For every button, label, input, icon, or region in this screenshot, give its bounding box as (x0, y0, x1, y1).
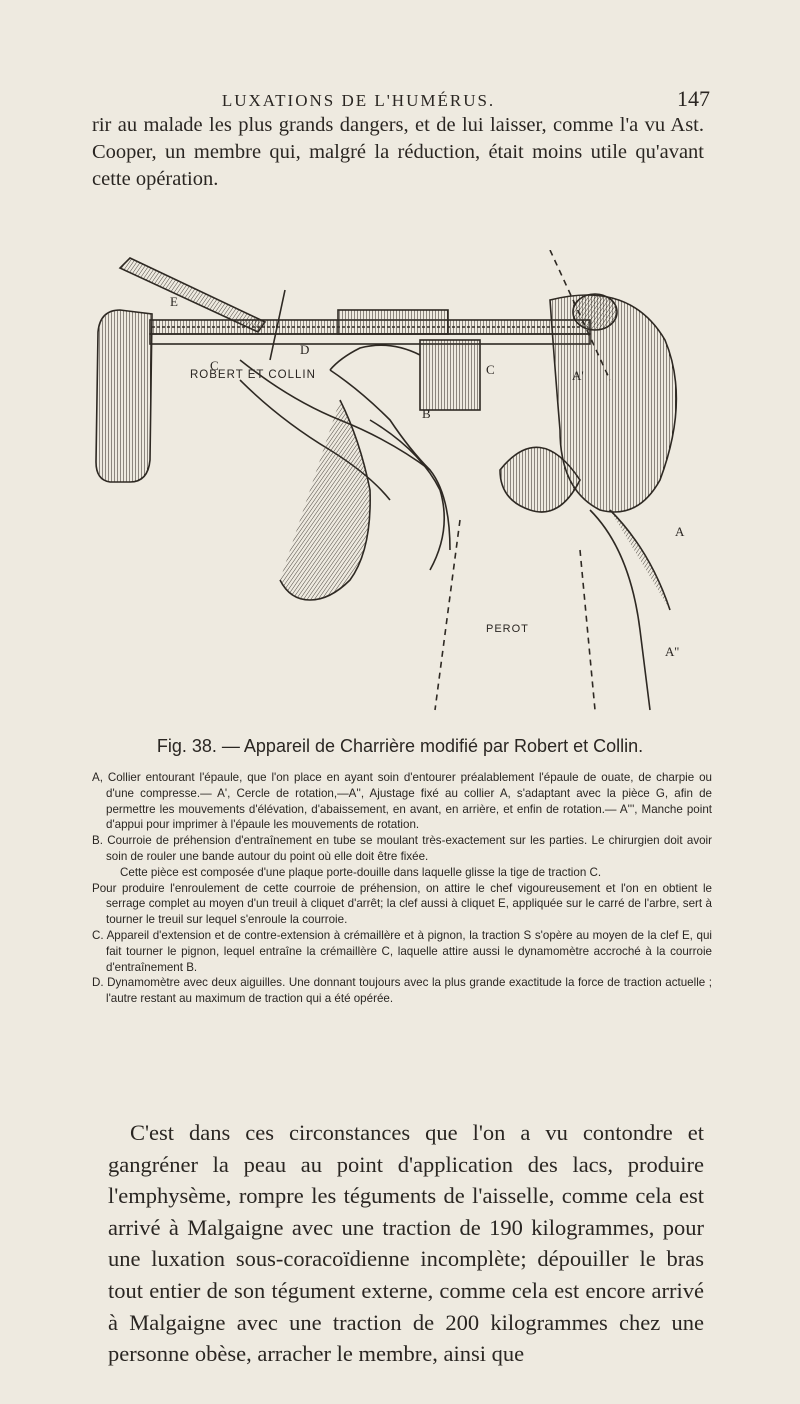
paragraph-bottom: C'est dans ces circonstances que l'on a vu contondre et gangréner la peau au point d'application des lacs, produire l'emphysème, rompre les téguments de l'aisselle, comme cela est arrivé à Malgaigne avec une traction de 190 kilogrammes, pour une luxation sous-coracoïdienne incomplète; dépouiller le bras tout entier de son tégument externe, comme cela est encore arrivé à Malgaigne avec une traction de 200 kilogrammes chez une personne obèse, arracher le membre, ainsi que (108, 1120, 704, 1367)
label-c-left: C (210, 358, 219, 373)
forearm (280, 400, 370, 600)
legend-item: C. Appareil d'extension et de contre-extension à crémaillère et à pignon, la traction S s'opère au moyen de la clef E, qui fait tourner le pignon, lequel entraîne la crémaillère C, laquelle attire aussi le dynamomètre accroché à la courroie d'entraînement B. (92, 928, 712, 974)
figure-legend (92, 770, 712, 1007)
label-a-prime-top: A' (572, 368, 584, 383)
legend-item: A, Collier entourant l'épaule, que l'on place en ayant soin d'entourer préalablement l'épaule de ouate, de charpie ou d'une compresse.— A', Cercle de rotation,—A'', Ajustage fixé au collier A, s'adaptant avec la pièce G, afin de permettre les mouvements d'élévation, d'abaissement, en avant, en arrière, et enfin de rotation.— A''', Manche point d'appui pour imprimer à l'épaule les mouvements de rotation. (92, 771, 712, 832)
running-head: LUXATIONS DE L'HUMÉRUS. (221, 91, 496, 110)
maker-mark: ROBERT ET COLLIN (190, 369, 316, 381)
label-e: E (170, 294, 178, 309)
legend-item: B. Courroie de préhension d'entraînement en tube se moulant très-exactement sur les parties. Le chirurgien doit avoir soin de rouler une bande autour du point où elle doit être fixée. (92, 834, 712, 863)
apparatus-engraving (90, 250, 710, 720)
collar-arm-line (590, 510, 650, 710)
engraver-mark: PEROT (486, 623, 529, 635)
page-header (40, 86, 710, 112)
label-a-double-prime: A'' (665, 644, 680, 659)
figure-illustration (90, 250, 710, 720)
legend-item: Cette pièce est composée d'une plaque porte-douille dans laquelle glisse la tige de traction C. (120, 865, 602, 879)
rotation-ring (573, 294, 617, 330)
page-number: 147 (677, 86, 710, 111)
strap-tube (420, 340, 480, 410)
legend-item: D. Dynamomètre avec deux aiguilles. Une donnant toujours avec la plus grande exactitude la force de traction actuelle ; l'autre restant au maximum de traction qui a été opérée. (92, 976, 712, 1006)
left-handle (96, 310, 152, 482)
dynamometer (338, 310, 448, 334)
paragraph-top: rir au malade les plus grands dangers, et de lui laisser, comme l'a vu Ast. Cooper, un membre qui, malgré la réduction, était moins utile qu'avant cette opération. (92, 114, 704, 190)
legend-item: Pour produire l'enroulement de cette courroie de préhension, on attire le chef vigoureusement et l'on en obtient le serrage complet au moyen d'un treuil à cliquet d'arrêt; la clef aussi à cliquet E, appliquée sur le carré de l'arbre, sert à tourner le treuil sur lequel s'enroule la courroie. (92, 881, 712, 927)
label-c-right: C (486, 362, 495, 377)
label-b: B (422, 406, 431, 421)
figure-caption: Fig. 38. — Appareil de Charrière modifié par Robert et Collin. (156, 736, 644, 756)
label-d: D (300, 342, 310, 357)
label-a: A (675, 524, 685, 539)
